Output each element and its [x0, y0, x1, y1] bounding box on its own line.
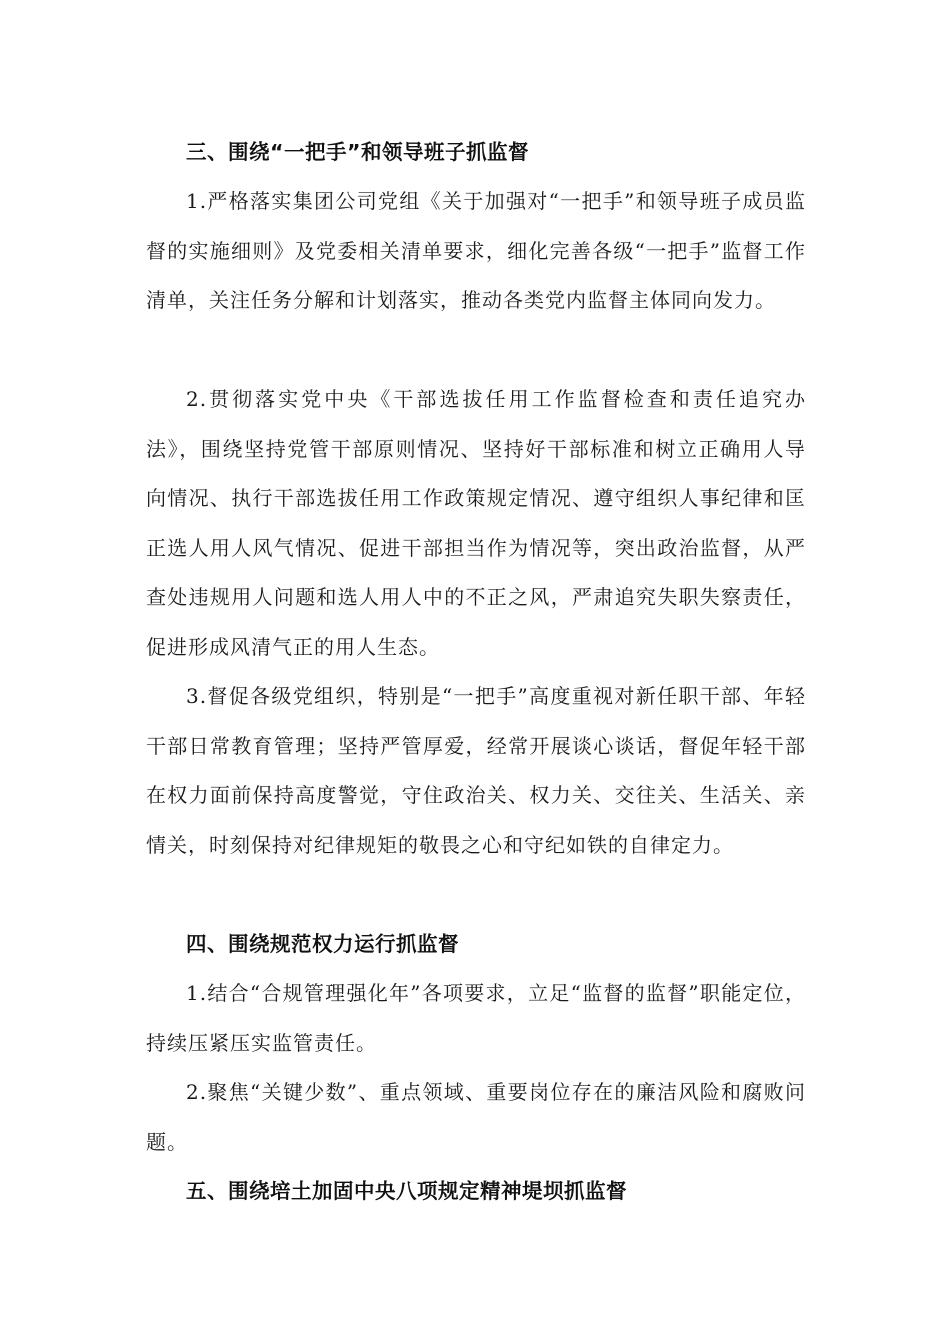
paragraph-3-2: 2.贯彻落实党中央《干部选拔任用工作监督检查和责任追究办法》，围绕坚持党管干部原则情况、坚持好干部标准和树立正确用人导向情况、执行干部选拔任用工作政策规定情况、遵守组织人事纪律和匡正选人用人风气情况、促进干部担当作为情况等，突出政治监督，从严查处违规用人问题和选人用人中的不正之风，严肃追究失职失察责任，促进形成风清气正的用人生态。: [146, 387, 806, 659]
section-heading-4: 四、围绕规范权力运行抓监督: [186, 932, 459, 956]
paragraph-4-1: 1.结合“合规管理强化年”各项要求，立足“监督的监督”职能定位，持续压紧压实监管责任。: [146, 981, 806, 1055]
section-heading-3: 三、围绕“一把手”和领导班子抓监督: [186, 140, 529, 164]
paragraph-3-3: 3.督促各级党组织，特别是“一把手”高度重视对新任职干部、年轻干部日常教育管理；坚持严管厚爱，经常开展谈心谈话，督促年轻干部在权力面前保持高度警觉，守住政治关、权力关、交往关、生活关、亲情关，时刻保持对纪律规矩的敬畏之心和守纪如铁的自律定力。: [146, 684, 806, 857]
paragraph-4-2: 2.聚焦“关键少数”、重点领域、重要岗位存在的廉洁风险和腐败问题。: [146, 1080, 806, 1154]
paragraph-3-1: 1.严格落实集团公司党组《关于加强对“一把手”和领导班子成员监督的实施细则》及党委相关清单要求，细化完善各级“一把手”监督工作清单，关注任务分解和计划落实，推动各类党内监督主体同向发力。: [146, 189, 806, 312]
section-heading-5: 五、围绕培土加固中央八项规定精神堤坝抓监督: [186, 1179, 627, 1203]
